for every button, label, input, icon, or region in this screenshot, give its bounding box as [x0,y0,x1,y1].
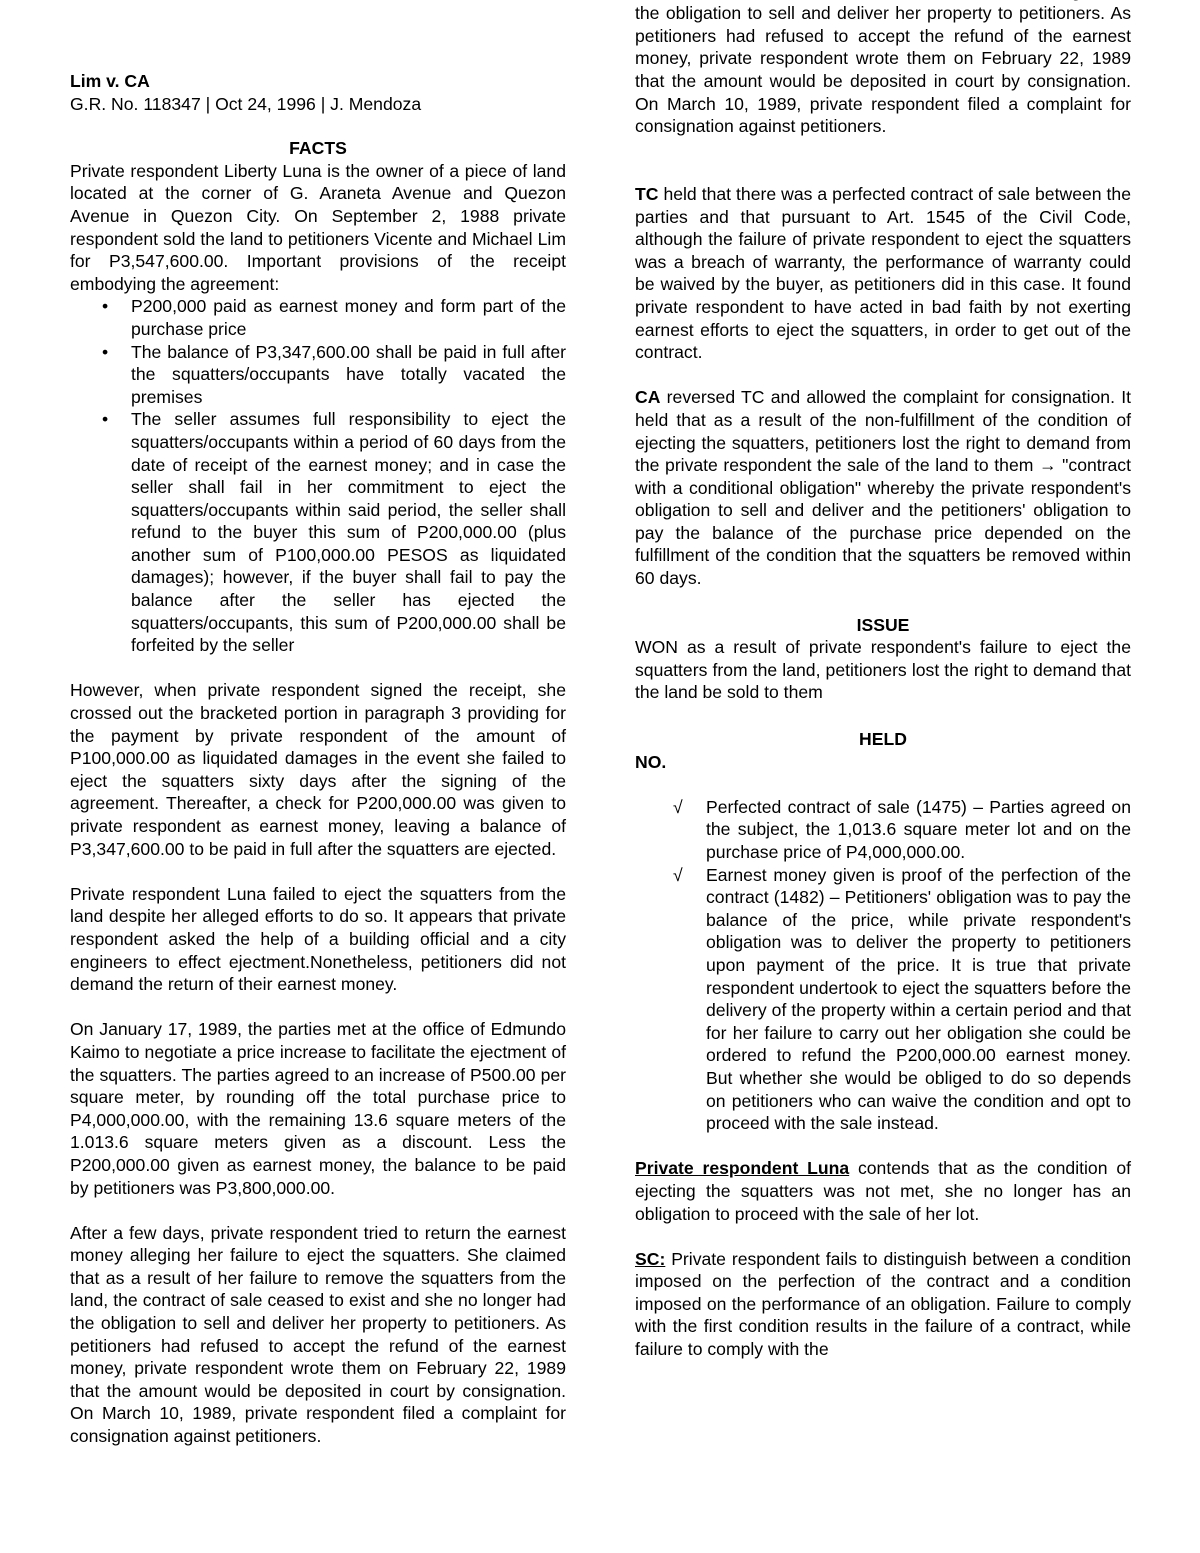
facts-paragraph-continued: After a few days, private respondent tried to return the earnest money alleging her failure to eject the squatters. She claimed that as a result of her failure to remove the squatters from the land, the contract of sale ceased to exist and she no longer had the obligation to sell and deliver her property to petitioners. As petitioners had refused to accept the refund of the earnest money, private respondent wrote them on February 22, 1989 that the amount would be deposited in court by consignation. On March 10, 1989, private respondent filed a complaint for consignation against petitioners. [70,1222,566,1447]
list-item [635,796,1131,864]
provision-text: The balance of P3,347,600.00 shall be paid in full after the squatters/occupants have totally vacated the premises [131,341,566,407]
list-item [70,341,566,409]
ca-paragraph [635,386,1131,589]
facts-paragraph: Private respondent Luna failed to eject the squatters from the land despite her alleged efforts to do so. It appears that private respondent asked the help of a building official and a city engineers to effect ejectment.Nonetheless, petitioners did not demand the return of their earnest money. [70,883,566,995]
check-icon: √ [673,864,683,885]
held-answer: NO. [635,751,667,772]
check-icon: √ [673,796,683,817]
continued-text-window [635,3,1131,160]
bullet-icon: • [102,296,109,317]
tc-paragraph [635,183,1131,364]
ca-text: reversed TC and allowed the complaint for consignation. It held that as a result of the non-fulfillment of the condition of ejecting the squatters, petitioners lost the right to demand from the private respondent the sale of the land to them → "contract with a conditional obligation" whereby the private respondent's obligation to sell and deliver and the petitioners' obligation to pay the balance of the purchase price depended on the fulfillment of the condition that the squatters be removed within 60 days. [635,387,1131,589]
held-points-list [635,796,1131,1135]
list-item [635,864,1131,1135]
sc-paragraph [635,1248,1131,1361]
tc-text: held that there was a perfected contract of sale between the parties and that pursuant to Art. 1545 of the Civil Code, although the failure of private respondent to eject the squatters was a breach of warranty, the performance of warranty could be waived by the buyer, as petitioners did in this case. It found private respondent to have acted in bad faith by not exerting earnest efforts to eject the squatters, in order to get out of the contract. [635,183,1131,363]
issue-heading: ISSUE [856,614,910,635]
bullet-icon: • [102,341,109,362]
luna-text: contends that as the condition of ejecting the squatters was not met, she no longer has an obligation to proceed with the sale of her lot. [635,1158,1131,1224]
list-item [70,408,566,657]
left-column [70,70,566,1447]
luna-paragraph [635,1157,1131,1225]
right-column [635,3,1131,1361]
ca-label: CA [635,387,661,408]
facts-paragraph-tail: the obligation to sell and deliver her property to petitioners. As petitioners had refused to accept the refund of the earnest money, private respondent wrote them on February 22, 1989 that the amount would be deposited in court by consignation. On March 10, 1989, private respondent filed a complaint for consignation against petitioners. [635,3,1131,137]
tc-label: TC [635,183,659,204]
list-item [70,295,566,340]
facts-paragraph: However, when private respondent signed the receipt, she crossed out the bracketed portion in paragraph 3 providing for the payment by private respondent of the amount of P100,000.00 as liquidated damages in the event she failed to eject the squatters sixty days after the signing of the agreement. Thereafter, a check for P200,000.00 was given to private respondent as earnest money, leaving a balance of P3,347,600.00 to be paid in full after the squatters are ejected. [70,680,566,859]
luna-label: Private respondent Luna [635,1158,850,1179]
sc-text: Private respondent fails to distinguish between a condition imposed on the perfection of the contract and a condition imposed on the performance of an obligation. Failure to comply with the first condition results in the failure of a contract, while failure to comply with the [635,1248,1131,1360]
provision-text: P200,000 paid as earnest money and form part of the purchase price [131,296,566,339]
facts-paragraph: On January 17, 1989, the parties met at the office of Edmundo Kaimo to negotiate a price increase to facilitate the ejectment of the squatters. The parties agreed to an increase of P500.00 per square meter, by rounding off the total purchase price to P4,000,000.00, with the remaining 13.6 square meters of the 1.013.6 square meters given as a discount. Less the P200,000.00 given as earnest money, the balance to be paid by petitioners was P3,800,000.00. [70,1019,566,1198]
case-citation: G.R. No. 118347 | Oct 24, 1996 | J. Mendoza [70,93,422,114]
sc-label: SC: [635,1248,666,1269]
held-heading: HELD [859,729,907,750]
facts-heading: FACTS [289,138,347,159]
provision-text: The seller assumes full responsibility to eject the squatters/occupants within a period of 60 days from the date of receipt of the earnest money; and in case the seller shall fail in her commitment to eject the squatters/occupants within said period, the seller shall refund to the buyer this sum of P200,000.00 (plus another sum of P100,000.00 PESOS as liquidated damages); however, if the buyer shall fail to pay the balance after the seller has ejected the squatters/occupants, this sum of P200,000.00 shall be forfeited by the seller [131,409,566,656]
case-title: Lim v. CA [70,71,150,91]
provisions-list [70,295,566,657]
held-point-text: Perfected contract of sale (1475) – Parties agreed on the subject, the 1,013.6 square meter lot and on the purchase price of P4,000,000.00. [706,796,1131,863]
held-point-text: Earnest money given is proof of the perfection of the contract (1482) – Petitioners' obligation was to pay the balance of the price, while private respondent's obligation was to deliver the property to petitioners upon payment of the price. It is true that private respondent undertook to eject the squatters before the delivery of the property within a certain period and that for her failure to carry out her obligation she could be ordered to refund the P200,000.00 earnest money. But whether she would be obliged to do so depends on petitioners who can waive the condition and opt to proceed with the sale instead. [706,864,1131,1134]
facts-intro: Private respondent Liberty Luna is the owner of a piece of land located at the corner of G. Araneta Avenue and Quezon Avenue in Quezon City. On September 2, 1988 private respondent sold the land to petitioners Vicente and Michael Lim for P3,547,600.00. Important provisions of the receipt embodying the agreement: [70,160,566,294]
bullet-icon: • [102,409,109,430]
issue-text: WON as a result of private respondent's failure to eject the squatters from the land, petitioners lost the right to demand that the land be sold to them [635,637,1131,703]
